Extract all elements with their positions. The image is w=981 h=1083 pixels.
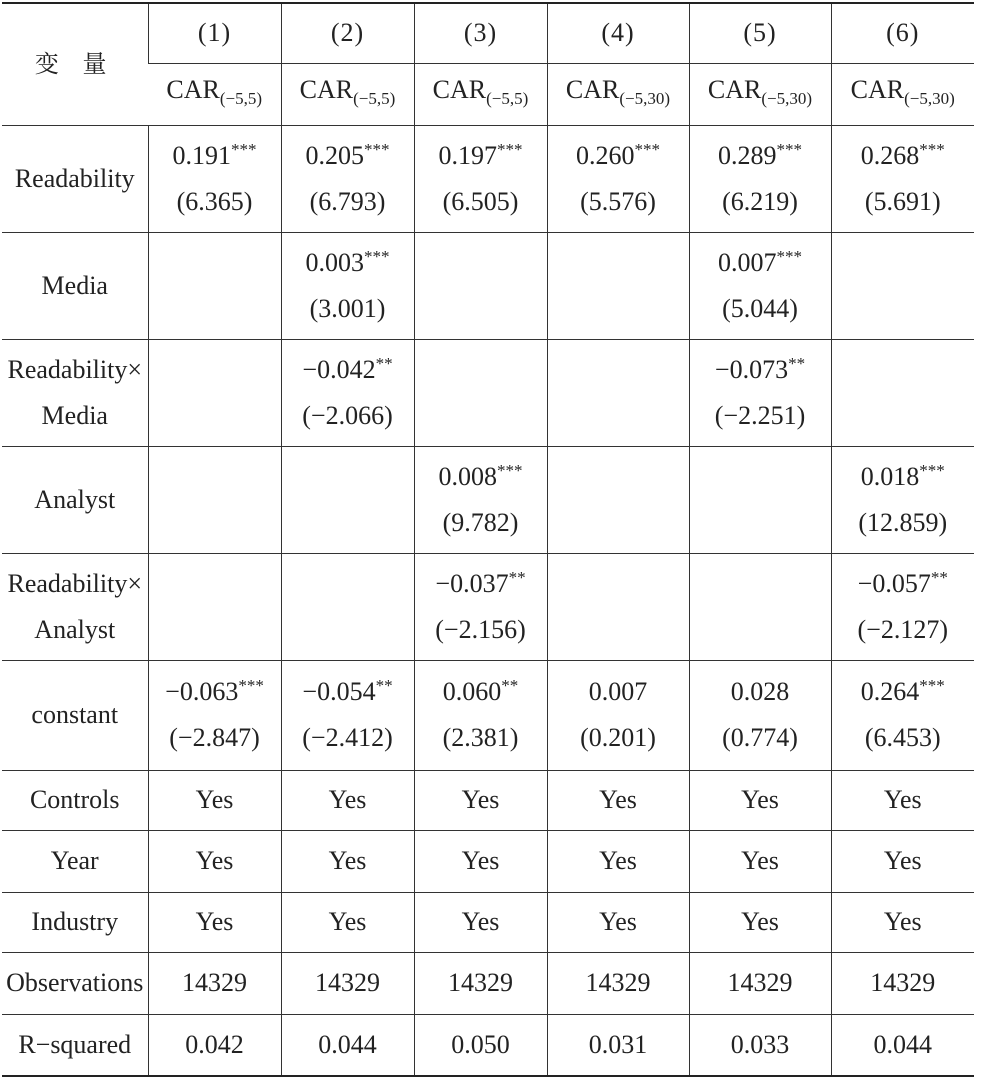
coefficient-value: −0.073 — [714, 354, 789, 384]
t-statistic: (9.782) — [442, 507, 519, 537]
estimate-cell — [148, 232, 281, 339]
coefficient-value: −0.057 — [857, 568, 931, 598]
variable-label-line: Media — [41, 270, 108, 300]
coefficient — [415, 669, 547, 715]
summary-value: 0.044 — [281, 1014, 414, 1076]
estimate-cell — [281, 660, 414, 770]
summary-value: 0.050 — [414, 1014, 547, 1076]
summary-label: R−squared — [2, 1014, 148, 1076]
regression-table — [2, 2, 974, 1077]
summary-value: Yes — [148, 830, 281, 892]
table-body — [2, 3, 974, 1076]
summary-value: Yes — [414, 830, 547, 892]
significance-stars: ** — [508, 567, 526, 587]
coefficient-value: 0.007 — [588, 677, 648, 706]
header-row-column-numbers — [2, 3, 974, 63]
dependent-var-name: CAR — [707, 74, 762, 104]
dependent-var-header — [547, 63, 689, 125]
summary-value: 0.033 — [689, 1014, 831, 1076]
summary-value: 14329 — [547, 952, 689, 1014]
estimate-cell — [281, 339, 414, 446]
coefficient-value: 0.264 — [860, 677, 920, 706]
event-window: (−5,30) — [904, 88, 955, 108]
dependent-var-name: CAR — [166, 74, 220, 104]
coefficient-value: 0.060 — [442, 677, 502, 706]
variable-header-label: 变 量 — [34, 50, 115, 79]
coefficient — [690, 240, 831, 286]
coefficient-row — [2, 339, 974, 446]
coefficient-value: 0.018 — [860, 461, 920, 491]
estimate-cell — [281, 232, 414, 339]
t-statistic: (6.365) — [176, 186, 253, 216]
estimate-cell — [281, 125, 414, 232]
dependent-var-header — [281, 63, 414, 125]
dependent-var-name: CAR — [565, 74, 620, 104]
coefficient-value: −0.063 — [165, 677, 239, 706]
estimate-cell — [281, 553, 414, 660]
t-statistic: (−2.251) — [714, 400, 806, 430]
estimate-cell — [831, 339, 974, 446]
variable-label — [2, 232, 148, 339]
summary-row — [2, 952, 974, 1014]
coefficient-value: −0.054 — [302, 677, 376, 706]
summary-value: Yes — [547, 770, 689, 830]
column-number: (2) — [281, 3, 414, 63]
variable-label-line: Analyst — [34, 484, 116, 514]
significance-stars: *** — [919, 460, 945, 480]
t-statistic: (2.381) — [442, 723, 519, 752]
estimate-cell — [831, 660, 974, 770]
coefficient — [282, 240, 414, 286]
dependent-var-name: CAR — [850, 74, 905, 104]
t-statistic: (−2.412) — [302, 723, 393, 752]
coefficient — [832, 133, 975, 179]
variable-label — [2, 125, 148, 232]
column-number: (4) — [547, 3, 689, 63]
coefficient — [282, 669, 414, 715]
t-statistic: (5.691) — [864, 186, 941, 216]
estimate-cell — [148, 553, 281, 660]
column-number: (5) — [689, 3, 831, 63]
estimate-cell — [414, 125, 547, 232]
summary-row — [2, 892, 974, 952]
coefficient-value: −0.037 — [435, 568, 509, 598]
summary-value: 0.042 — [148, 1014, 281, 1076]
coefficient — [690, 669, 831, 715]
summary-label: Controls — [2, 770, 148, 830]
dependent-var-name: CAR — [299, 74, 354, 104]
estimate-cell — [547, 553, 689, 660]
coefficient — [149, 669, 281, 715]
summary-label: Industry — [2, 892, 148, 952]
coefficient — [832, 561, 975, 607]
estimate-cell — [148, 446, 281, 553]
summary-row — [2, 1014, 974, 1076]
coefficient — [149, 133, 281, 179]
coefficient-value: 0.197 — [438, 140, 497, 170]
summary-value: Yes — [689, 770, 831, 830]
summary-row — [2, 770, 974, 830]
coefficient-value: 0.003 — [305, 247, 364, 277]
significance-stars: *** — [776, 246, 802, 266]
t-statistic: (0.201) — [580, 723, 656, 752]
event-window: (−5,5) — [219, 88, 263, 108]
summary-value: 0.031 — [547, 1014, 689, 1076]
variable-label-line: Analyst — [34, 614, 116, 644]
estimate-cell — [281, 446, 414, 553]
coefficient-row — [2, 232, 974, 339]
significance-stars: *** — [238, 676, 264, 695]
variable-label-line: Readability× — [7, 568, 143, 598]
significance-stars: ** — [501, 676, 519, 695]
summary-value: Yes — [689, 892, 831, 952]
event-window: (−5,5) — [486, 88, 529, 108]
summary-value: Yes — [547, 830, 689, 892]
summary-value: Yes — [414, 770, 547, 830]
t-statistic: (6.453) — [864, 723, 941, 752]
coefficient — [548, 669, 689, 715]
estimate-cell — [148, 660, 281, 770]
estimate-cell — [831, 125, 974, 232]
significance-stars: *** — [634, 139, 660, 159]
estimate-cell — [414, 232, 547, 339]
coefficient — [690, 347, 831, 393]
significance-stars: *** — [364, 246, 390, 266]
coefficient-value: 0.205 — [305, 140, 364, 170]
estimate-cell — [831, 232, 974, 339]
variable-label-line: Readability — [14, 163, 135, 193]
significance-stars: *** — [364, 139, 390, 159]
estimate-cell — [148, 339, 281, 446]
coefficient — [690, 133, 831, 179]
coefficient-value: 0.008 — [438, 461, 497, 491]
variable-label-line: Media — [41, 400, 108, 430]
estimate-cell — [689, 125, 831, 232]
summary-value: 0.044 — [831, 1014, 974, 1076]
summary-value: Yes — [148, 892, 281, 952]
estimate-cell — [831, 553, 974, 660]
coefficient-row — [2, 446, 974, 553]
event-window: (−5,30) — [761, 88, 813, 108]
regression-table-container — [2, 2, 974, 1077]
variable-header — [2, 3, 148, 125]
summary-value: 14329 — [414, 952, 547, 1014]
summary-value: Yes — [414, 892, 547, 952]
t-statistic: (−2.127) — [857, 614, 948, 644]
estimate-cell — [689, 232, 831, 339]
estimate-cell — [414, 339, 547, 446]
significance-stars: *** — [776, 139, 802, 159]
variable-label — [2, 446, 148, 553]
summary-row — [2, 830, 974, 892]
coefficient — [832, 669, 975, 715]
dependent-var-name: CAR — [432, 74, 487, 104]
variable-label — [2, 660, 148, 770]
significance-stars: ** — [375, 676, 393, 695]
coefficient-value: 0.191 — [172, 140, 231, 170]
coefficient-row — [2, 125, 974, 232]
t-statistic: (5.576) — [580, 186, 656, 216]
coefficient — [282, 347, 414, 393]
summary-value: 14329 — [689, 952, 831, 1014]
summary-value: Yes — [281, 770, 414, 830]
estimate-cell — [547, 446, 689, 553]
significance-stars: ** — [930, 567, 948, 587]
summary-value: 14329 — [281, 952, 414, 1014]
variable-label-line: Readability× — [7, 354, 143, 384]
dependent-var-header — [148, 63, 281, 125]
coefficient — [415, 561, 547, 607]
estimate-cell — [547, 125, 689, 232]
summary-value: Yes — [689, 830, 831, 892]
estimate-cell — [414, 553, 547, 660]
header-row-dependent-vars — [2, 63, 974, 125]
estimate-cell — [414, 660, 547, 770]
variable-label-line: constant — [31, 700, 119, 729]
coefficient — [548, 133, 689, 179]
estimate-cell — [689, 339, 831, 446]
significance-stars: *** — [919, 676, 945, 695]
dependent-var-header — [689, 63, 831, 125]
coefficient-value: 0.289 — [718, 140, 777, 170]
t-statistic: (12.859) — [858, 507, 948, 537]
summary-value: Yes — [831, 892, 974, 952]
summary-value: Yes — [831, 830, 974, 892]
t-statistic: (3.001) — [309, 293, 386, 323]
estimate-cell — [689, 660, 831, 770]
dependent-var-header — [414, 63, 547, 125]
estimate-cell — [689, 446, 831, 553]
estimate-cell — [547, 339, 689, 446]
estimate-cell — [831, 446, 974, 553]
summary-value: Yes — [281, 830, 414, 892]
t-statistic: (6.505) — [442, 186, 519, 216]
estimate-cell — [547, 232, 689, 339]
coefficient — [282, 133, 414, 179]
coefficient-row — [2, 553, 974, 660]
event-window: (−5,5) — [353, 88, 396, 108]
significance-stars: *** — [497, 460, 523, 480]
t-statistic: (−2.066) — [302, 400, 393, 430]
estimate-cell — [689, 553, 831, 660]
summary-value: Yes — [281, 892, 414, 952]
summary-label: Observations — [2, 952, 148, 1014]
coefficient-value: −0.042 — [302, 354, 376, 384]
coefficient-value: 0.028 — [730, 677, 790, 706]
significance-stars: ** — [788, 353, 806, 373]
coefficient — [415, 454, 547, 500]
coefficient — [832, 454, 975, 500]
column-number: (1) — [148, 3, 281, 63]
t-statistic: (−2.847) — [169, 723, 260, 752]
estimate-cell — [547, 660, 689, 770]
variable-label — [2, 553, 148, 660]
summary-value: Yes — [547, 892, 689, 952]
dependent-var-header — [831, 63, 974, 125]
significance-stars: ** — [375, 353, 393, 373]
summary-label: Year — [2, 830, 148, 892]
column-number: (6) — [831, 3, 974, 63]
variable-label — [2, 339, 148, 446]
significance-stars: *** — [919, 139, 945, 159]
t-statistic: (0.774) — [722, 723, 798, 752]
coefficient — [415, 133, 547, 179]
coefficient-row — [2, 660, 974, 770]
estimate-cell — [148, 125, 281, 232]
estimate-cell — [414, 446, 547, 553]
summary-value: 14329 — [148, 952, 281, 1014]
t-statistic: (5.044) — [722, 293, 798, 323]
significance-stars: *** — [497, 139, 523, 159]
event-window: (−5,30) — [619, 88, 671, 108]
coefficient-value: 0.007 — [718, 247, 777, 277]
summary-value: Yes — [831, 770, 974, 830]
t-statistic: (6.219) — [722, 186, 798, 216]
t-statistic: (−2.156) — [435, 614, 526, 644]
significance-stars: *** — [231, 139, 257, 159]
coefficient-value: 0.260 — [576, 140, 635, 170]
column-number: (3) — [414, 3, 547, 63]
t-statistic: (6.793) — [309, 186, 386, 216]
summary-value: Yes — [148, 770, 281, 830]
summary-value: 14329 — [831, 952, 974, 1014]
coefficient-value: 0.268 — [860, 140, 920, 170]
